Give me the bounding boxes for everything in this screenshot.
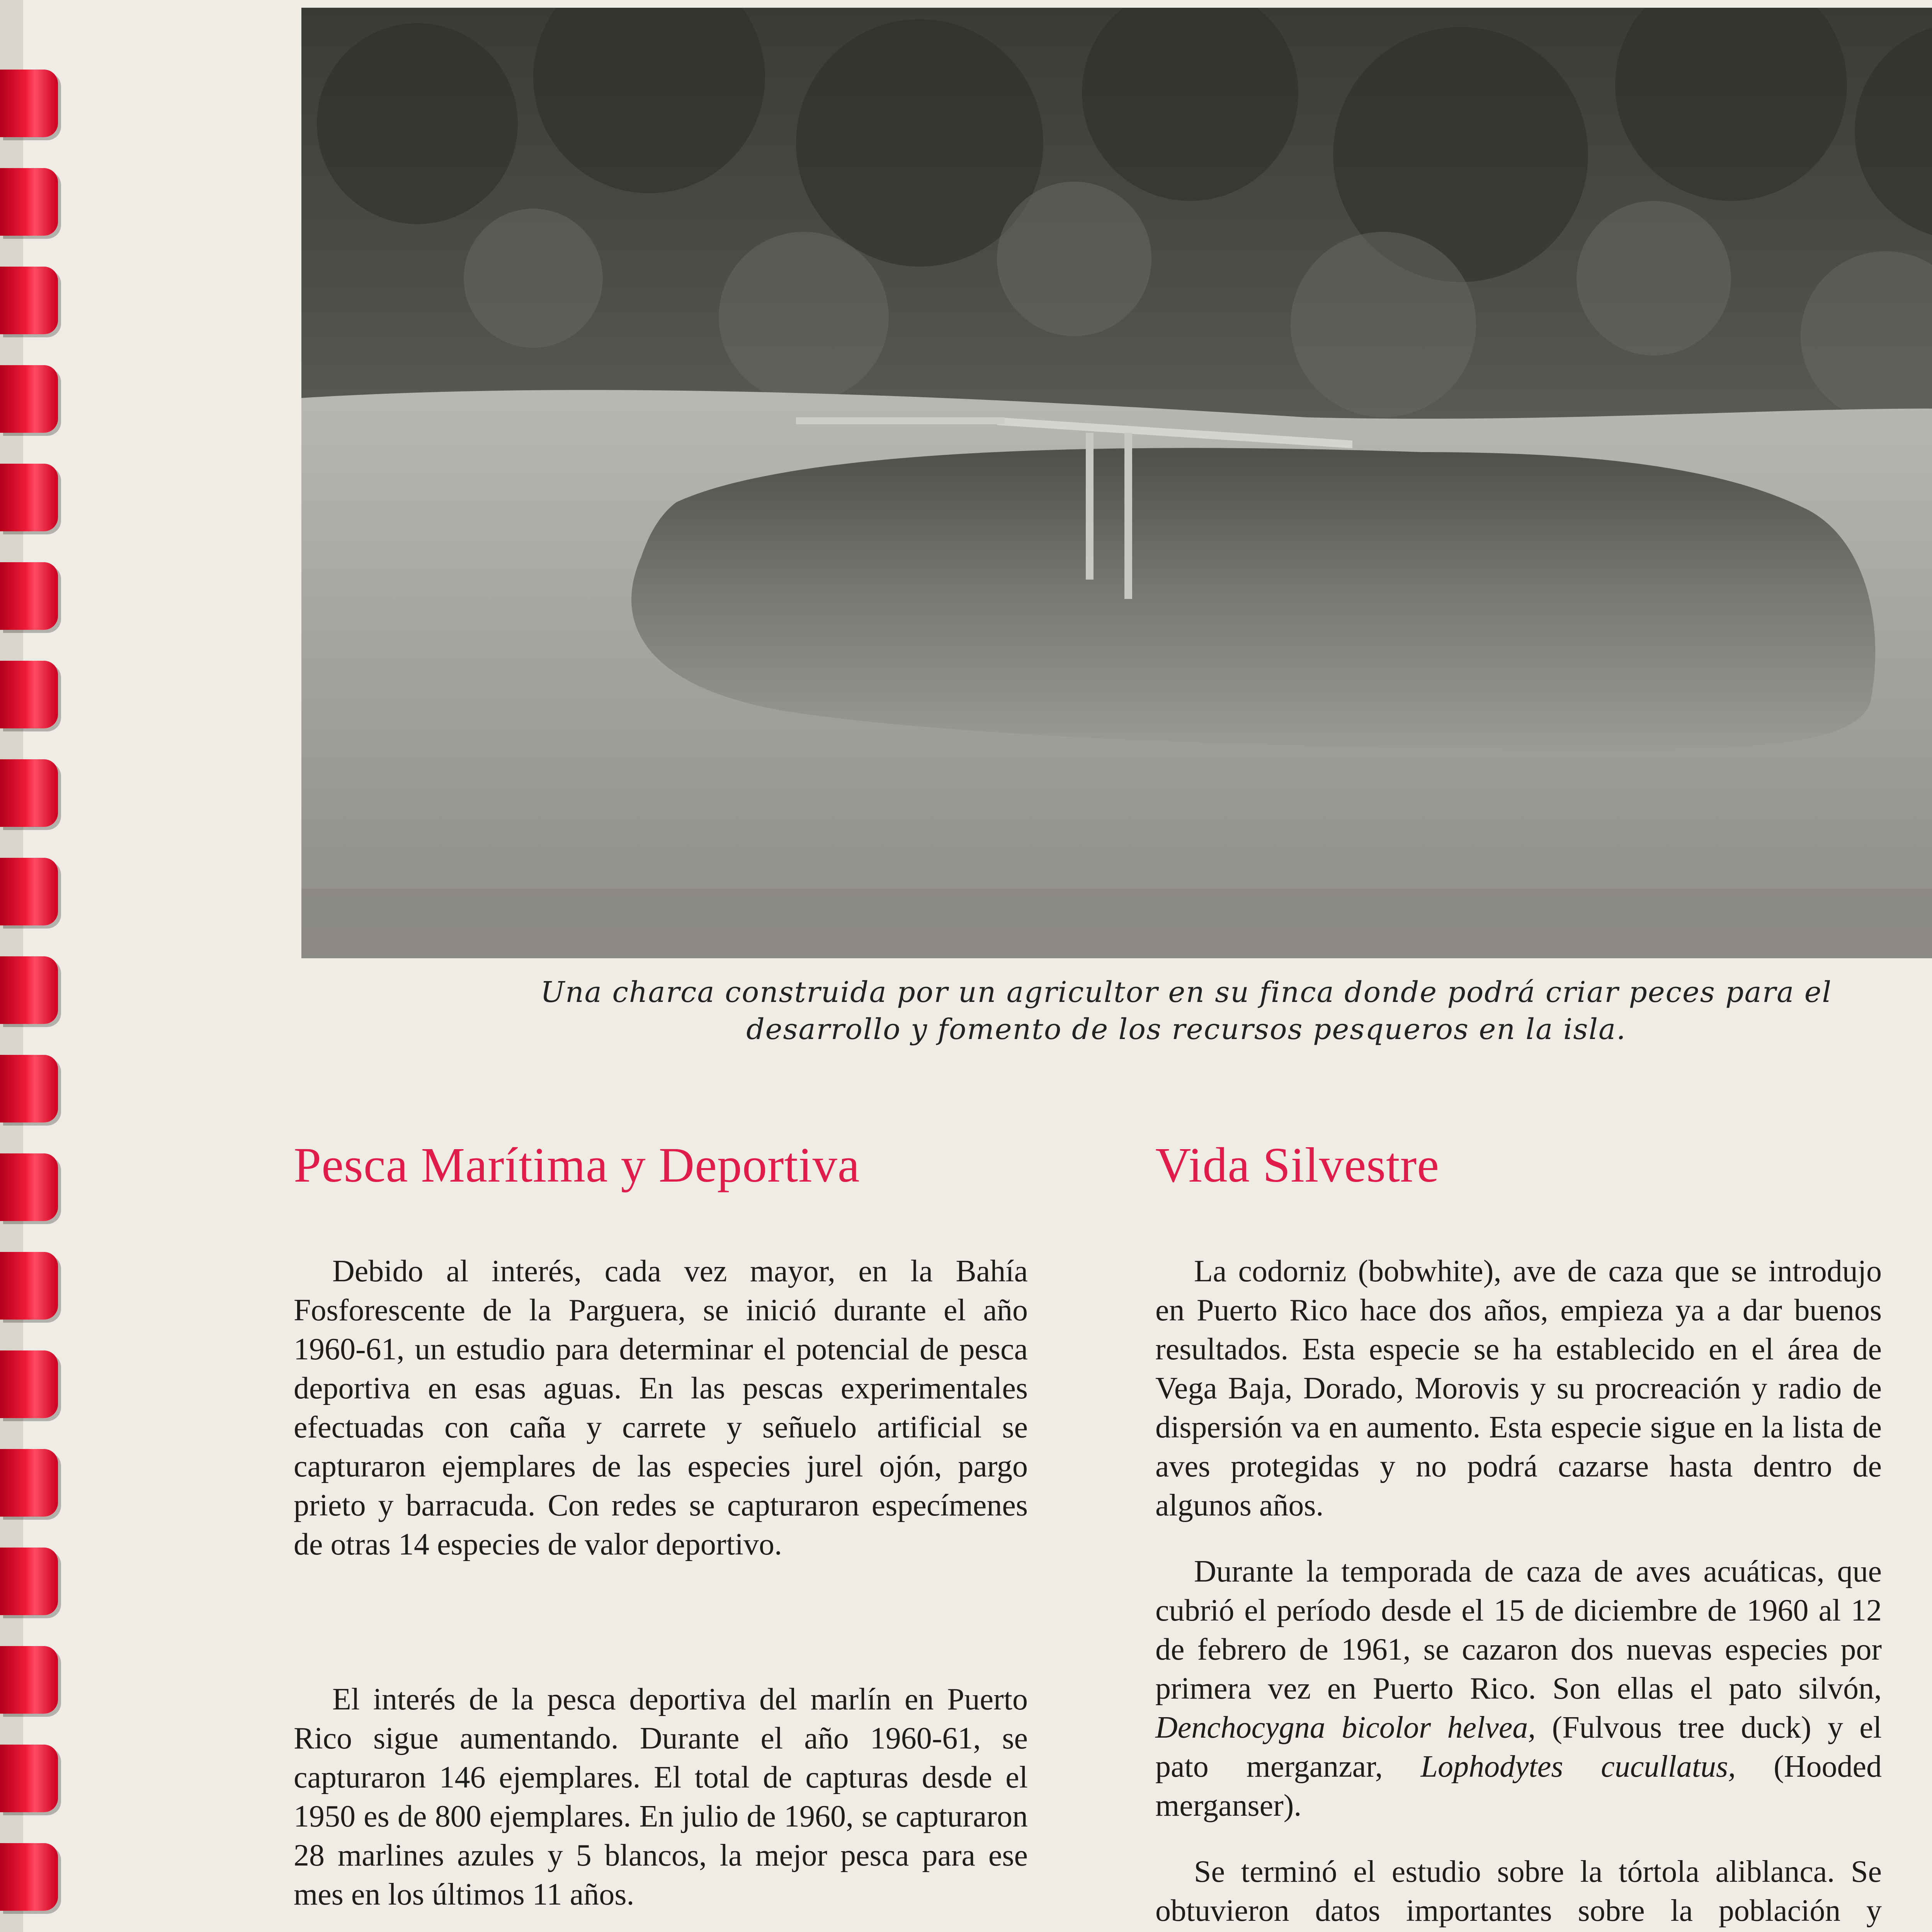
binding-loop xyxy=(0,1646,58,1714)
paragraph: El interés de la pesca deportiva del marlín en Puerto Rico sigue aumentando. Durante el año 1960-61, se capturaron 146 ejemplares. El total de capturas desde el 1950 es de 800 ejemplares. En julio de 1960, se capturaron 28 marlines azules y 5 blancos, la mejor pesca para ese mes en los últimos 11 años. xyxy=(294,1682,1028,1912)
caption-line: Una charca construida por un agricultor en su finca donde podrá criar peces para el xyxy=(540,976,1832,1009)
binding-loop xyxy=(0,70,58,137)
paragraph-text: (Hooded merganser). xyxy=(1155,1750,1882,1823)
binding-loop xyxy=(0,365,58,433)
binding-loop xyxy=(0,759,58,827)
binding-loop xyxy=(0,1350,58,1418)
left-column xyxy=(294,1136,1028,1932)
pond-photo xyxy=(301,8,1932,958)
paragraph xyxy=(1155,1552,1882,1825)
binding-loop xyxy=(0,1252,58,1320)
binding-loop xyxy=(0,1843,58,1911)
right-column xyxy=(1155,1136,1882,1932)
pond-photo-drawing xyxy=(301,8,1932,958)
paragraph: Se terminó el estudio sobre la tórtola aliblanca. Se obtuvieron datos importantes sobre la población y xyxy=(1155,1855,1882,1928)
section-heading: Vida Silvestre xyxy=(1155,1138,1440,1192)
species-name: Lophodytes cucullatus, xyxy=(1420,1750,1736,1784)
binding-loop xyxy=(0,464,58,531)
paragraph-text: (Fulvous tree duck) y el pato merganzar, xyxy=(1155,1711,1882,1784)
binding-loop xyxy=(0,661,58,728)
binding-loop xyxy=(0,562,58,630)
spiral-binding xyxy=(0,0,73,1932)
paragraph: Debido al interés, cada vez mayor, en la Bahía Fosforescente de la Parguera, se inició durante el año 1960-61, un estudio para determinar el potencial de pesca deportiva en esas aguas. En las pescas experimentales efectuadas con caña y carrete y señuelo artificial se capturaron ejemplares de las especies jurel ojón, pargo prieto y barracuda. Con redes se capturaron especímenes de otras 14 especies de valor deportivo. xyxy=(294,1254,1028,1561)
species-name: Denchocygna bicolor helvea, xyxy=(1155,1711,1536,1745)
paragraph: La codorniz (bobwhite), ave de caza que se introdujo en Puerto Rico hace dos años, empieza ya a dar buenos resultados. Esta especie se ha establecido en el área de Vega Baja, Dorado, Morovis y su procreación y radio de dispersión va en aumento. Esta especie sigue en la lista de aves protegidas y no podrá cazarse hasta dentro de algunos años. xyxy=(1155,1254,1882,1522)
binding-loop xyxy=(0,1153,58,1221)
binding-loop xyxy=(0,956,58,1024)
section-heading: Pesca Marítima y Deportiva xyxy=(294,1138,860,1192)
binding-loop xyxy=(0,1745,58,1812)
binding-loop xyxy=(0,858,58,925)
photo-caption xyxy=(301,974,1932,1048)
binding-loop xyxy=(0,267,58,334)
binding-loop xyxy=(0,1055,58,1122)
binding-loop xyxy=(0,1449,58,1517)
binding-loop xyxy=(0,1548,58,1615)
binding-loop xyxy=(0,168,58,236)
caption-line: desarrollo y fomento de los recursos pesqueros en la isla. xyxy=(746,1013,1626,1046)
paragraph-text: Durante la temporada de caza de aves acuáticas, que cubrió el período desde el 15 de diciembre de 1960 al 12 de febrero de 1961, se cazaron dos nuevas especies por primera vez en Puerto Rico. Son ellas el pato silvón, xyxy=(1155,1554,1882,1706)
